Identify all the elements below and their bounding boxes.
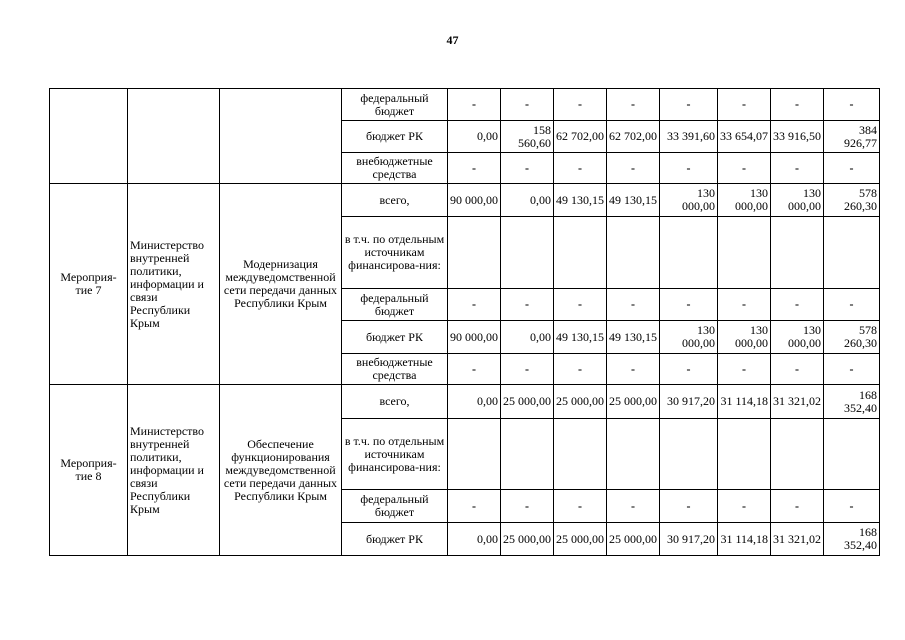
funding-source-cell: федеральный бюджет	[342, 490, 448, 523]
value-cell: -	[501, 89, 554, 121]
value-cell: -	[501, 153, 554, 184]
value-cell: -	[718, 354, 771, 385]
value-cell: -	[448, 490, 501, 523]
description-cell	[220, 89, 342, 184]
table-body	[50, 89, 880, 556]
value-cell: 62 702,00	[607, 121, 660, 153]
value-cell: 30 917,20	[660, 385, 718, 419]
value-cell: -	[501, 354, 554, 385]
value-cell: 578 260,30	[824, 184, 880, 217]
table-row	[50, 385, 880, 419]
value-cell: 130 000,00	[718, 184, 771, 217]
value-cell: -	[718, 490, 771, 523]
value-cell: -	[607, 289, 660, 321]
value-cell	[554, 217, 607, 289]
value-cell: 0,00	[448, 121, 501, 153]
value-cell: 130 000,00	[660, 321, 718, 354]
value-cell: 49 130,15	[607, 184, 660, 217]
value-cell	[660, 217, 718, 289]
value-cell: -	[448, 354, 501, 385]
value-cell	[448, 419, 501, 490]
value-cell: -	[824, 354, 880, 385]
value-cell: -	[718, 89, 771, 121]
table-row	[50, 89, 880, 121]
value-cell: -	[554, 153, 607, 184]
funding-source-cell: всего,	[342, 184, 448, 217]
value-cell: 30 917,20	[660, 523, 718, 556]
value-cell: -	[824, 153, 880, 184]
value-cell: 49 130,15	[554, 184, 607, 217]
value-cell	[771, 217, 824, 289]
value-cell: -	[607, 490, 660, 523]
value-cell: 33 391,60	[660, 121, 718, 153]
event-cell	[50, 89, 128, 184]
value-cell: 62 702,00	[554, 121, 607, 153]
value-cell: 0,00	[448, 385, 501, 419]
value-cell: 31 321,02	[771, 523, 824, 556]
value-cell: 25 000,00	[607, 385, 660, 419]
value-cell: 130 000,00	[771, 321, 824, 354]
funding-source-cell: федеральный бюджет	[342, 89, 448, 121]
description-cell: Модернизация междуведомственной сети передачи данных Республики Крым	[220, 184, 342, 385]
ministry-cell	[128, 89, 220, 184]
value-cell: 90 000,00	[448, 321, 501, 354]
funding-source-cell: бюджет РК	[342, 523, 448, 556]
value-cell: 33 916,50	[771, 121, 824, 153]
ministry-cell: Министерство внутренней политики, информации и связи Республики Крым	[128, 184, 220, 385]
value-cell	[554, 419, 607, 490]
value-cell: 578 260,30	[824, 321, 880, 354]
value-cell: -	[448, 89, 501, 121]
value-cell: -	[554, 490, 607, 523]
value-cell: -	[718, 153, 771, 184]
value-cell: -	[824, 89, 880, 121]
value-cell: 384 926,77	[824, 121, 880, 153]
funding-source-cell: бюджет РК	[342, 321, 448, 354]
value-cell: 31 321,02	[771, 385, 824, 419]
value-cell	[771, 419, 824, 490]
value-cell	[501, 217, 554, 289]
value-cell: -	[824, 289, 880, 321]
value-cell: 158 560,60	[501, 121, 554, 153]
funding-source-cell: в т.ч. по отдельным источникам финансирова-ния:	[342, 217, 448, 289]
value-cell: 0,00	[501, 321, 554, 354]
value-cell: 130 000,00	[771, 184, 824, 217]
value-cell: -	[448, 153, 501, 184]
value-cell: -	[660, 490, 718, 523]
value-cell: 25 000,00	[554, 523, 607, 556]
value-cell: -	[660, 354, 718, 385]
value-cell: -	[660, 153, 718, 184]
value-cell: 130 000,00	[660, 184, 718, 217]
value-cell: -	[607, 153, 660, 184]
value-cell: 25 000,00	[554, 385, 607, 419]
value-cell: -	[771, 153, 824, 184]
value-cell	[660, 419, 718, 490]
value-cell: -	[607, 354, 660, 385]
value-cell: -	[554, 89, 607, 121]
value-cell	[824, 419, 880, 490]
value-cell: 25 000,00	[501, 523, 554, 556]
value-cell: 33 654,07	[718, 121, 771, 153]
value-cell: 31 114,18	[718, 523, 771, 556]
value-cell: 49 130,15	[607, 321, 660, 354]
value-cell	[501, 419, 554, 490]
event-cell: Мероприя-тие 8	[50, 385, 128, 556]
value-cell	[607, 419, 660, 490]
value-cell: -	[501, 289, 554, 321]
value-cell: -	[771, 354, 824, 385]
value-cell: -	[771, 89, 824, 121]
funding-source-cell: бюджет РК	[342, 121, 448, 153]
value-cell: -	[771, 490, 824, 523]
value-cell: 0,00	[448, 523, 501, 556]
value-cell: -	[501, 490, 554, 523]
value-cell	[448, 217, 501, 289]
ministry-cell: Министерство внутренней политики, информации и связи Республики Крым	[128, 385, 220, 556]
value-cell	[718, 217, 771, 289]
value-cell	[718, 419, 771, 490]
funding-source-cell: всего,	[342, 385, 448, 419]
value-cell: -	[660, 289, 718, 321]
value-cell	[607, 217, 660, 289]
value-cell: 90 000,00	[448, 184, 501, 217]
value-cell: 168 352,40	[824, 385, 880, 419]
page-number: 47	[446, 33, 459, 47]
funding-source-cell: в т.ч. по отдельным источникам финансирова-ния:	[342, 419, 448, 490]
value-cell: 168 352,40	[824, 523, 880, 556]
value-cell	[824, 217, 880, 289]
value-cell: -	[607, 89, 660, 121]
funding-source-cell: федеральный бюджет	[342, 289, 448, 321]
value-cell: -	[448, 289, 501, 321]
value-cell: 49 130,15	[554, 321, 607, 354]
funding-source-cell: внебюджетные средства	[342, 354, 448, 385]
budget-table	[49, 88, 880, 556]
description-cell: Обеспечение функционирования междуведомственной сети передачи данных Республики Крым	[220, 385, 342, 556]
value-cell: 25 000,00	[607, 523, 660, 556]
funding-source-cell: внебюджетные средства	[342, 153, 448, 184]
value-cell: -	[718, 289, 771, 321]
value-cell: -	[554, 354, 607, 385]
value-cell: -	[660, 89, 718, 121]
value-cell: -	[824, 490, 880, 523]
value-cell: 0,00	[501, 184, 554, 217]
value-cell: -	[554, 289, 607, 321]
value-cell: 31 114,18	[718, 385, 771, 419]
value-cell: -	[771, 289, 824, 321]
table-row	[50, 184, 880, 217]
event-cell: Мероприя-тие 7	[50, 184, 128, 385]
value-cell: 25 000,00	[501, 385, 554, 419]
value-cell: 130 000,00	[718, 321, 771, 354]
